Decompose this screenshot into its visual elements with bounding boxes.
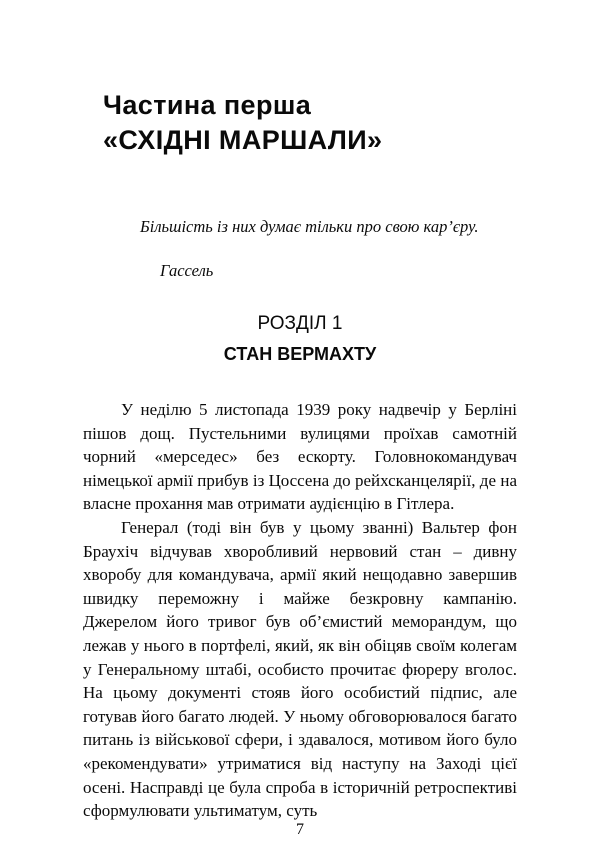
chapter-label: РОЗДІЛ 1 — [257, 313, 343, 334]
chapter-heading — [0, 314, 600, 364]
part-title-line1: Частина перша — [103, 90, 312, 120]
part-title — [103, 88, 516, 158]
epigraph-author: Гассель — [160, 261, 214, 280]
chapter-title: СТАН ВЕРМАХТУ — [223, 344, 377, 364]
part-title-line2: «СХІДНІ МАРШАЛИ» — [103, 125, 383, 155]
paragraph-2: Генерал (тоді він був у цьому званні) Вальтер фон Браухіч відчував хворобливий нервовий стан – дивну хворобу для командувача, армії який нещодавно завершив швидку переможну і майже безкровну кампанію. Джерелом його тривог був об’ємистий меморандум, що лежав у нього в портфелі, який, як він обіцяв своїм колегам у Генеральному штабі, особисто прочитає фюреру вголос. На цьому документі стояв його особистий підпис, але готував його багато людей. У ньому обговорювалося багато питань із військової сфери, і здавалося, мотивом його було «рекомендувати» утриматися від наступу на Заході цієї осені. Насправді це була спроба в історичній ретроспективі сформулювати ультиматум, суть — [83, 517, 517, 821]
epigraph — [140, 216, 516, 282]
epigraph-text: Більшість із них думає тільки про свою кар’єру. — [140, 217, 479, 236]
page-number: 7 — [296, 821, 304, 838]
body-text — [83, 398, 517, 823]
paragraph-1: У неділю 5 листопада 1939 року надвечір у Берліні пішов дощ. Пустельними вулицями проїхав самотній чорний «мерседес» без ескорту. Головнокомандувач німецької армії прибув із Цоссена до рейхсканцелярії, де на власне прохання мав отримати аудієнцію в Гітлера. — [83, 400, 517, 514]
